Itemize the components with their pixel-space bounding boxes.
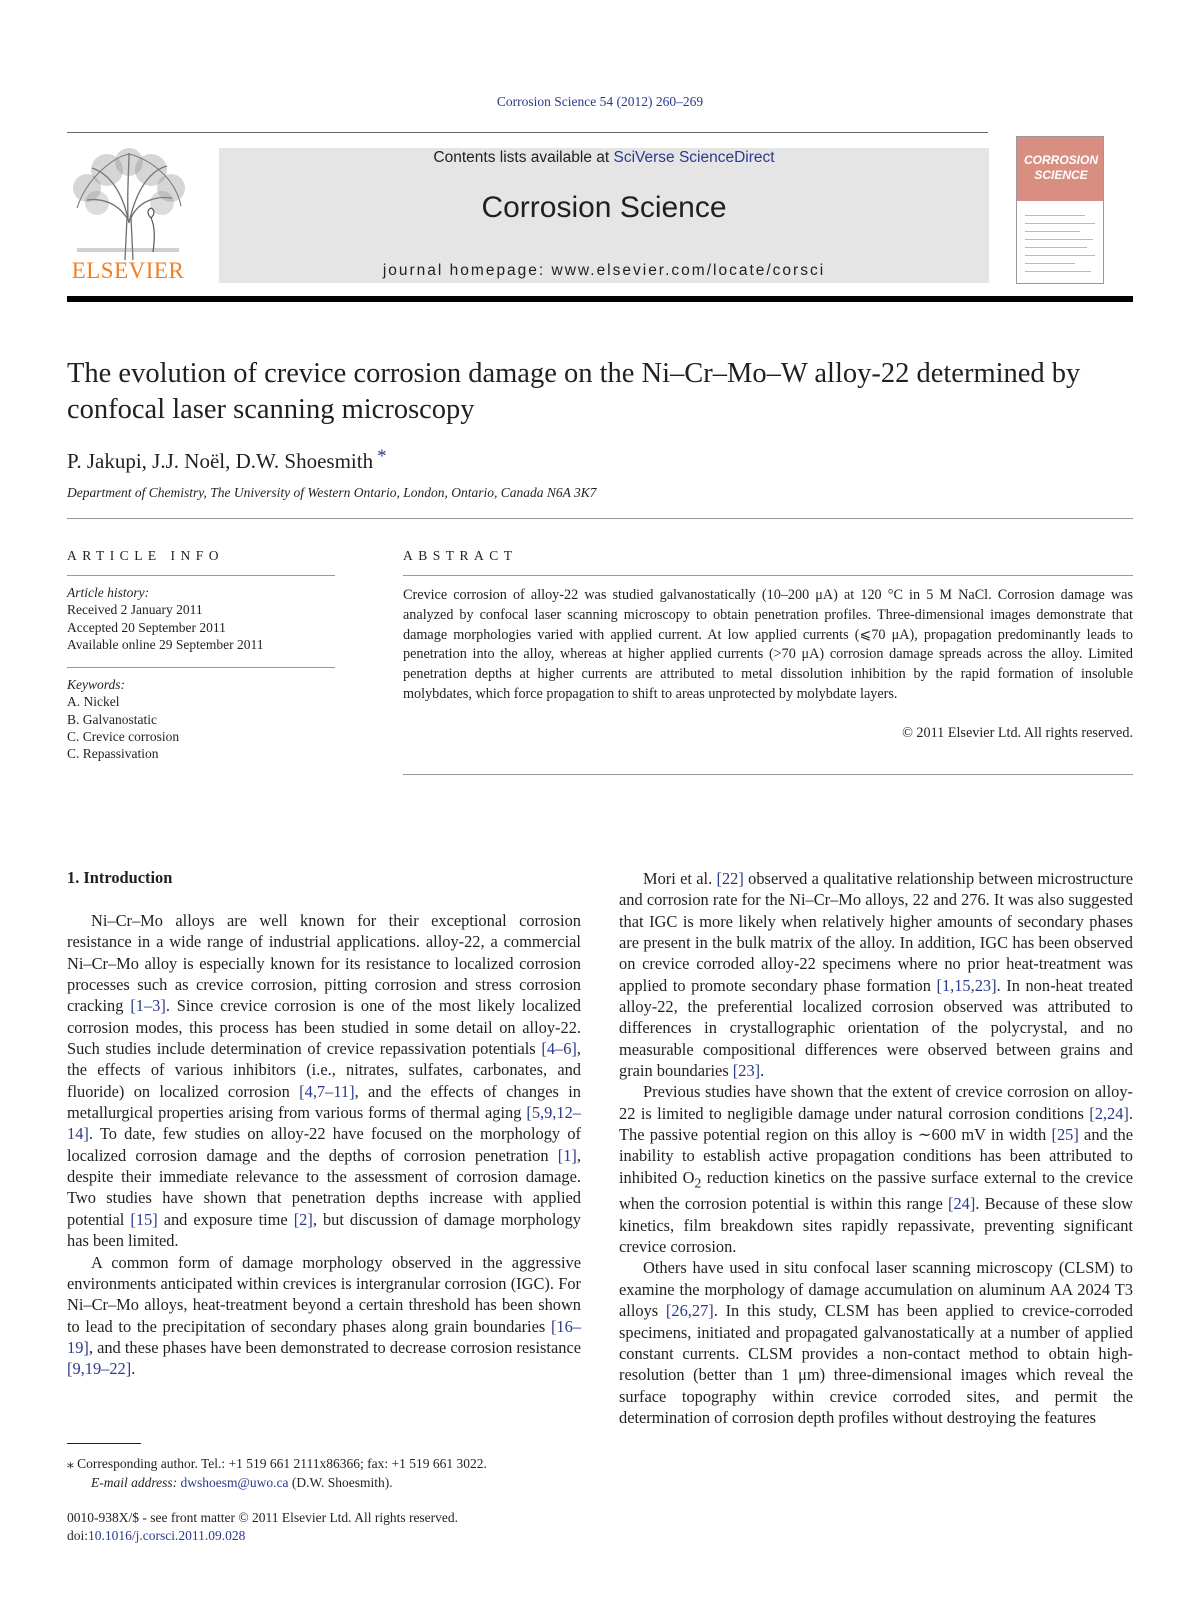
elsevier-wordmark: ELSEVIER	[71, 258, 185, 283]
citation-link[interactable]: [9,19–22]	[67, 1359, 132, 1379]
author-affiliation: Department of Chemistry, The University of Western Ontario, London, Ontario, Canada N6A 3K7	[67, 485, 597, 500]
cover-text-line	[1025, 247, 1087, 248]
keywords-rule	[67, 667, 335, 668]
abstract-bottom-rule	[403, 774, 1133, 775]
issn-line: 0010-938X/$ - see front matter © 2011 Elsevier Ltd. All rights reserved.	[67, 1510, 459, 1525]
citation-link[interactable]: [2]	[293, 1209, 313, 1229]
contents-line: Contents lists available at SciVerse ScienceDirect	[433, 149, 775, 166]
citation-link[interactable]: [24]	[948, 1194, 976, 1214]
abstract-heading: ABSTRACT	[403, 548, 518, 563]
citation-link[interactable]: [22]	[716, 869, 744, 888]
accepted-date: Accepted 20 September 2011	[67, 619, 226, 635]
cover-text-line	[1025, 223, 1095, 224]
email-suffix: (D.W. Shoesmith).	[291, 1475, 393, 1490]
intro-paragraph-2: A common form of damage morphology observed in the aggressive environments anticipated within crevices is intergranular corrosion (IGC). For Ni–Cr–Mo alloys, heat-treatment beyond a certain threshold has been shown to lead to the precipitation of secondary phases along grain boundaries [16–19], and these phases have been demonstrated to decrease corrosion resistance [9,19–22].	[67, 1252, 581, 1379]
abstract-rule	[403, 575, 1133, 576]
introduction-left-column	[67, 910, 581, 1380]
cover-text-line	[1025, 263, 1075, 264]
section-heading-introduction: 1. Introduction	[67, 868, 173, 887]
keyword-item: A. Nickel	[67, 694, 120, 710]
cover-text-line	[1025, 239, 1093, 240]
article-info-heading: ARTICLE INFO	[67, 548, 225, 563]
intro-paragraph-1: Ni–Cr–Mo alloys are well known for their exceptional corrosion resistance in a wide range of industrial applications. alloy-22, a commercial Ni–Cr–Mo alloy is especially known for its resistance to localized corrosion processes such as crevice corrosion, pitting corrosion and stress corrosion cracking [1–3]. Since crevice corrosion is one of the most likely localized corrosion modes, this process has been studied in some detail on alloy-22. Such studies include determination of crevice repassivation potentials [4–6], the effects of various inhibitors (i.e., nitrates, sulfates, carbonates, and fluoride) on localized corrosion [4,7–11], and the effects of changes in metallurgical properties arising from various forms of thermal aging [5,9,12–14]. To date, few studies on alloy-22 have focused on the morphology of localized corrosion damage and the depths of corrosion penetration [1], despite their immediate relevance to the assessment of corrosion damage. Two studies have shown that penetration depths increase with applied potential [15] and exposure time [2], but discussion of damage morphology has been limited.	[67, 911, 582, 1251]
keywords-heading: Keywords:	[67, 677, 125, 692]
subscript: 2	[694, 1175, 702, 1191]
author-list: P. Jakupi, J.J. Noël, D.W. Shoesmith *	[67, 446, 387, 473]
citation-link[interactable]: [4,7–11]	[299, 1081, 355, 1101]
online-date: Available online 29 September 2011	[67, 636, 264, 652]
intro-paragraph-4: Previous studies have shown that the extent of crevice corrosion on alloy-22 is limited to negligible damage under natural corrosion conditions [2,24]. The passive potential region on this alloy is ∼600 mV in width [25] and the inability to establish active propagation conditions has been attributed to inhibited $O_2$ reduction kinetics on the passive surface external to the crevice when the corrosion potential is within this range [24]. Because of these slow kinetics, film breakdown sites rapidly repassivate, preventing significant crevice corrosion.	[619, 1082, 1134, 1257]
history-heading: Article history:	[67, 585, 150, 600]
citation-link[interactable]: [2,24]	[1089, 1103, 1129, 1123]
keyword-item: B. Galvanostatic	[67, 711, 157, 727]
keywords	[67, 676, 179, 762]
keyword-item: C. Crevice corrosion	[67, 728, 180, 744]
journal-title: Corrosion Science	[481, 191, 727, 224]
article-info-rule	[67, 575, 335, 576]
journal-cover-thumbnail	[1016, 136, 1104, 284]
sciencedirect-link[interactable]: SciVerse ScienceDirect	[613, 149, 775, 166]
cover-title-line-2: SCIENCE	[1034, 168, 1088, 182]
cover-text-line	[1025, 255, 1095, 256]
cover-title-line-1: CORROSION	[1023, 153, 1098, 167]
journal-citation[interactable]: Corrosion Science 54 (2012) 260–269	[496, 94, 704, 109]
header-thick-rule	[67, 296, 1133, 302]
front-matter	[67, 1509, 627, 1544]
article-history	[67, 584, 263, 653]
citation-link[interactable]: [1–3]	[130, 996, 166, 1016]
footnote-text: Corresponding author. Tel.: +1 519 661 2111x86366; fax: +1 519 661 3022.	[77, 1456, 487, 1471]
citation-link[interactable]: [26,27]	[665, 1301, 714, 1321]
doi-link[interactable]: 10.1016/j.corsci.2011.09.028	[88, 1527, 246, 1543]
title-divider	[67, 518, 1133, 519]
email-label: E-mail address:	[91, 1475, 178, 1490]
cover-text-line	[1025, 215, 1085, 216]
corresponding-author-footnote	[67, 1454, 587, 1492]
cover-text-line	[1025, 271, 1091, 272]
received-date: Received 2 January 2011	[67, 602, 203, 618]
keyword-item: C. Repassivation	[67, 746, 159, 762]
journal-homepage[interactable]: journal homepage: www.elsevier.com/locate/corsci	[382, 262, 826, 279]
citation-link[interactable]: [1]	[557, 1145, 577, 1165]
footnote-marker: ⁎	[67, 1456, 74, 1471]
introduction-right-column	[619, 868, 1133, 1428]
cover-text-line	[1025, 231, 1080, 232]
abstract-text: Crevice corrosion of alloy-22 was studied galvanostatically (10–200 μA) at 120 °C in 5 M NaCl. Corrosion damage was analyzed by confocal laser scanning microscopy to obtain penetration profiles. Three-dimensional images demonstrate that damage morphologies varied with applied current. At low applied currents (⩽70 μA), propagation predominantly leads to penetration into the alloy, whereas at higher applied currents (>70 μA) corrosion damage spreads across the alloy. Limited penetration depths at higher currents are attributed to metal dissolution inhibition by the rapid formation of insoluble molybdates, which force propagation to shift to areas unprotected by molybdate layers.	[403, 587, 1133, 702]
citation-link[interactable]: [15]	[130, 1209, 158, 1229]
intro-paragraph-3: Mori et al. [22] observed a qualitative relationship between microstructure and corrosion rate for the Ni–Cr–Mo alloys, 22 and 276. It was also suggested that IGC is more likely when relatively higher amounts of secondary phases are present in the bulk matrix of the alloy. In addition, IGC has been observed on crevice corroded alloy-22 specimens where no prior heat-treatment was applied to promote secondary phase formation [1,15,23]. In non-heat treated alloy-22, the preferential localized corrosion observed was attributed to differences in crystallographic orientation of the polycrystal, and no measurable compositional differences were observed between grains and grain boundaries [23].	[619, 869, 1133, 1081]
header-top-rule	[67, 132, 988, 133]
corresponding-author-marker[interactable]: *	[377, 446, 387, 467]
intro-paragraph-5: Others have used in situ confocal laser scanning microscopy (CLSM) to examine the morphology of damage accumulation on aluminum AA 2024 T3 alloys [26,27]. In this study, CLSM has been applied to crevice-corroded specimens, initiated and propagated galvanostatically at a number of applied constant currents. CLSM provides a non-contact method to obtain high-resolution (better than 1 μm) three-dimensional images which reveal the surface topography within crevice corroded sites, and permit the determination of corrosion depth profiles without destroying the features	[619, 1258, 1134, 1427]
citation-link[interactable]: [5,9,12–14]	[67, 1103, 581, 1144]
author-email-link[interactable]: dwshoesm@uwo.ca	[180, 1475, 289, 1490]
citation-link[interactable]: [1,15,23]	[936, 975, 997, 995]
doi-label: doi:	[67, 1527, 89, 1543]
citation-link[interactable]: [16–19]	[67, 1316, 581, 1357]
citation-link[interactable]: [23]	[732, 1061, 761, 1081]
citation-link[interactable]: [25]	[1051, 1125, 1079, 1145]
footnote-rule	[67, 1443, 141, 1444]
abstract-copyright: © 2011 Elsevier Ltd. All rights reserved.	[902, 725, 1133, 741]
citation-link[interactable]: [4–6]	[541, 1039, 577, 1059]
paper-title: The evolution of crevice corrosion damage on the Ni–Cr–Mo–W alloy-22 determined by confocal laser scanning microscopy	[67, 358, 1081, 425]
